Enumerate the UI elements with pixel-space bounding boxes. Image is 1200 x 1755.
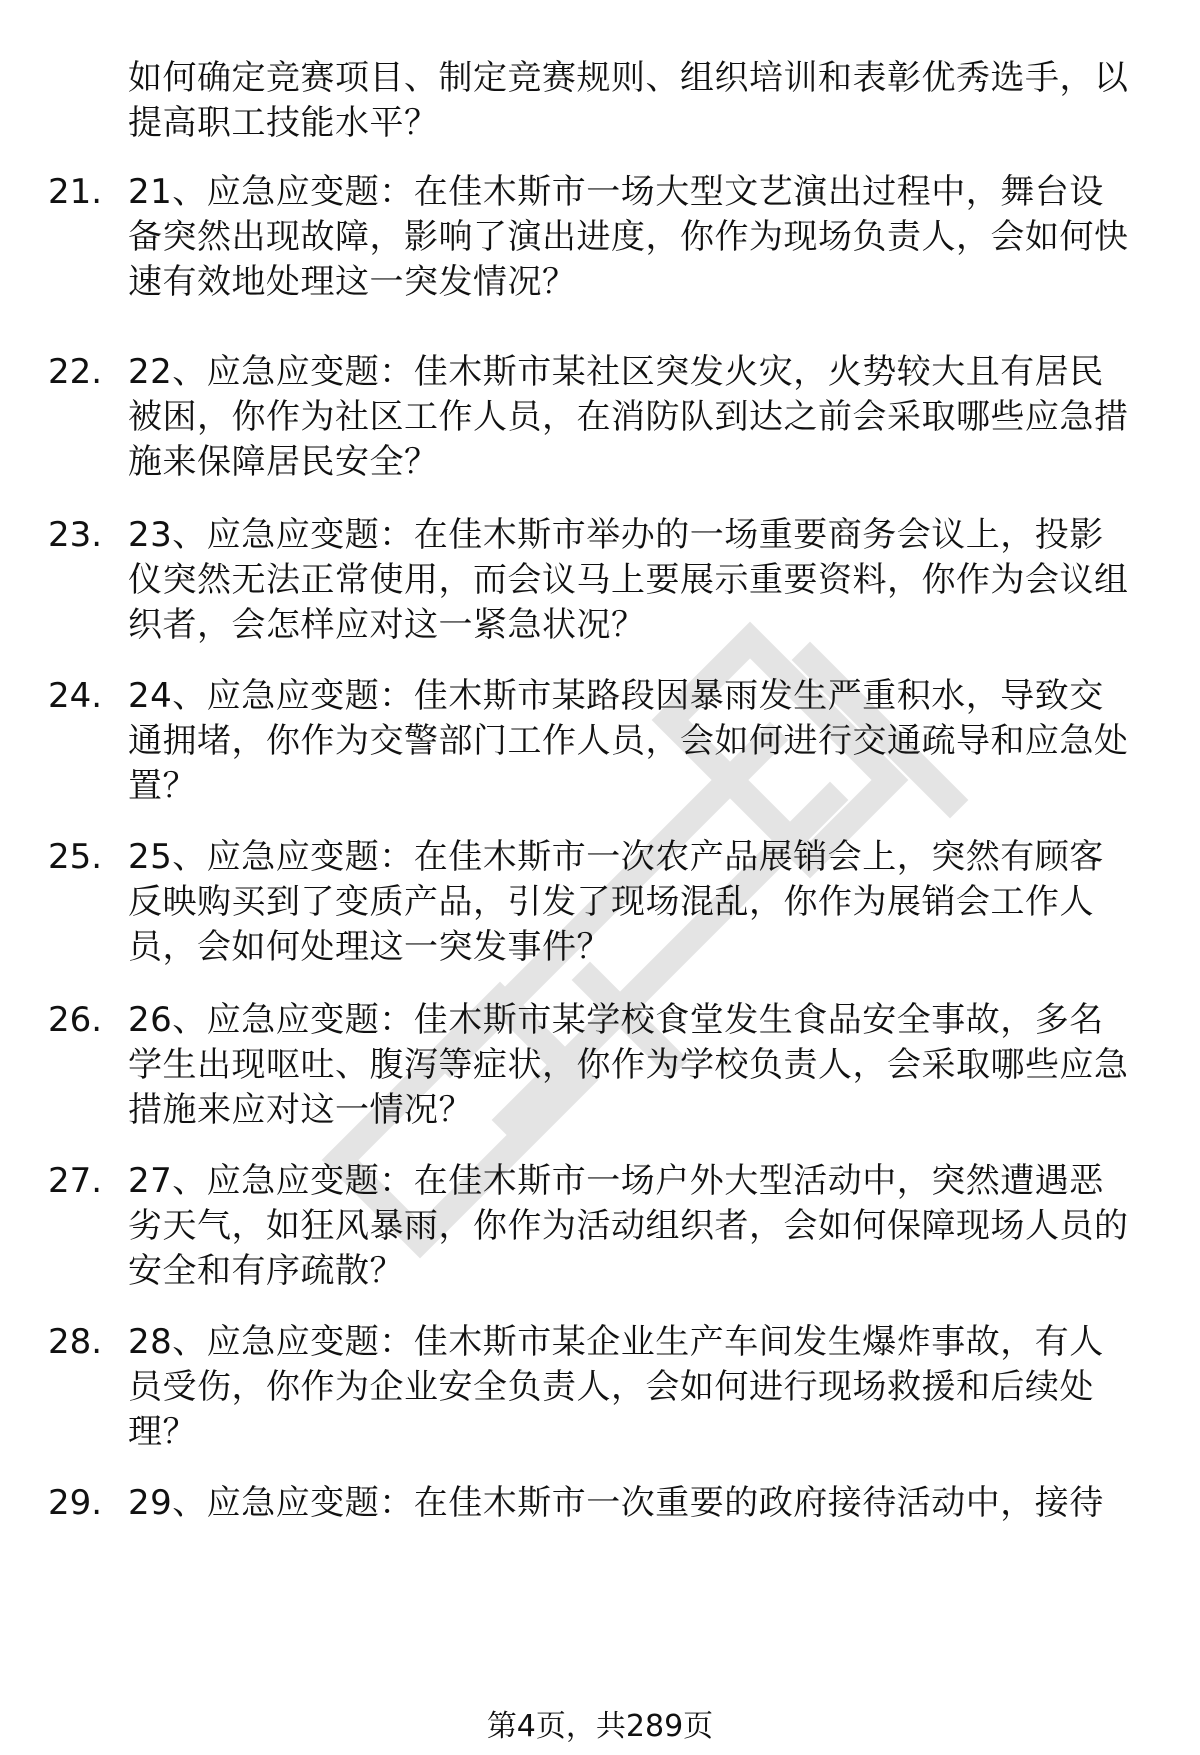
question-text: 21、应急应变题：在佳木斯市一场大型文艺演出过程中，舞台设备突然出现故障，影响了演出进度，你作为现场负责人，会如何快速有效地处理这一突发情况？ — [128, 172, 1129, 302]
question-text: 22、应急应变题：佳木斯市某社区突发火灾，火势较大且有居民被困，你作为社区工作人员，在消防队到达之前会采取哪些应急措施来保障居民安全？ — [128, 352, 1129, 482]
question-number: 27. — [48, 1161, 103, 1201]
page-footer: 第4页，共289页 — [486, 1709, 714, 1744]
question-number: 23. — [48, 515, 103, 555]
question-number: 22. — [48, 352, 103, 392]
question-number: 24. — [48, 676, 103, 716]
question-number: 28. — [48, 1322, 103, 1362]
question-number: 29. — [48, 1483, 103, 1523]
question-text: 28、应急应变题：佳木斯市某企业生产车间发生爆炸事故，有人员受伤，你作为企业安全负责人，会如何进行现场救援和后续处理？ — [128, 1322, 1104, 1452]
question-text: 23、应急应变题：在佳木斯市举办的一场重要商务会议上，投影仪突然无法正常使用，而会议马上要展示重要资料，你作为会议组织者，会怎样应对这一紧急状况？ — [128, 515, 1129, 645]
continuation-paragraph: 如何确定竞赛项目、制定竞赛规则、组织培训和表彰优秀选手，以提高职工技能水平？ — [128, 58, 1129, 143]
question-text: 29、应急应变题：在佳木斯市一次重要的政府接待活动中，接待 — [128, 1483, 1104, 1523]
question-text: 25、应急应变题：在佳木斯市一次农产品展销会上，突然有顾客反映购买到了变质产品，引发了现场混乱，你作为展销会工作人员，会如何处理这一突发事件？ — [128, 837, 1104, 967]
question-text: 26、应急应变题：佳木斯市某学校食堂发生食品安全事故，多名学生出现呕吐、腹泻等症状，你作为学校负责人，会采取哪些应急措施来应对这一情况？ — [128, 1000, 1129, 1130]
question-number: 25. — [48, 837, 103, 877]
question-number: 26. — [48, 1000, 103, 1040]
question-text: 27、应急应变题：在佳木斯市一场户外大型活动中，突然遭遇恶劣天气，如狂风暴雨，你作为活动组织者，会如何保障现场人员的安全和有序疏散？ — [128, 1161, 1129, 1291]
question-text: 24、应急应变题：佳木斯市某路段因暴雨发生严重积水，导致交通拥堵，你作为交警部门工作人员，会如何进行交通疏导和应急处置？ — [128, 676, 1129, 806]
question-number: 21. — [48, 172, 103, 212]
